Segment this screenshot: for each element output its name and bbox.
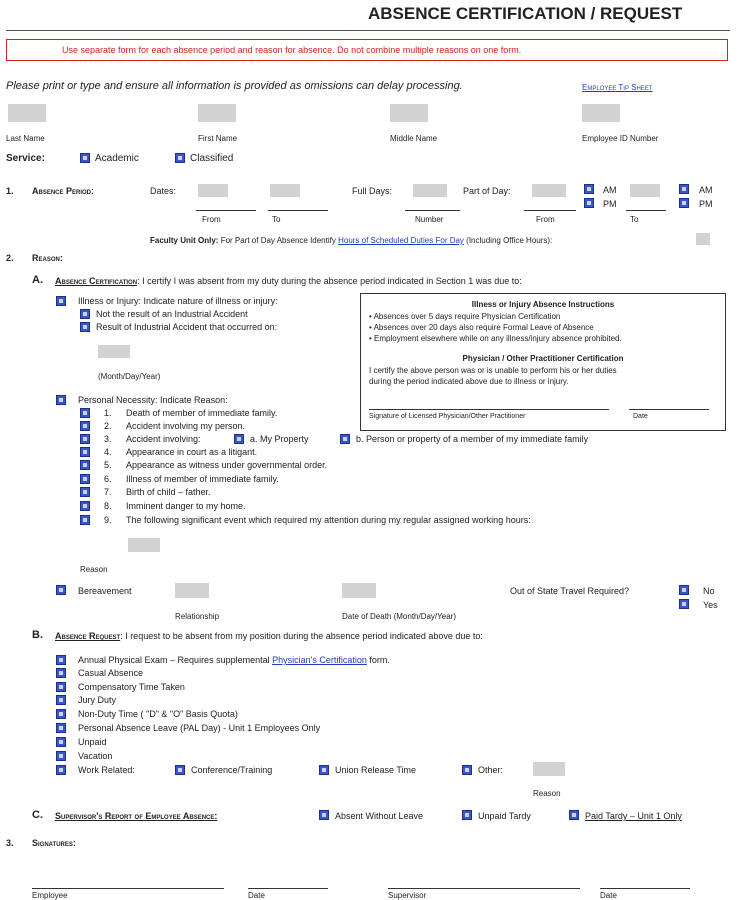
physician-date-line [629,409,709,410]
illness-instructions-box [360,293,726,431]
vacation-checkbox[interactable] [56,751,66,761]
date-of-death-label: Date of Death (Month/Day/Year) [342,612,456,621]
illness-label: Illness or Injury: Indicate nature of illness or injury: [78,296,278,306]
full-days-field[interactable] [413,184,447,197]
reason-9-checkbox[interactable] [80,515,90,525]
personal-necessity-label: Personal Necessity: Indicate Reason: [78,395,228,405]
box-bullet-1: • Absences over 5 days require Physician Certification [369,312,561,321]
box-cert-text-1: I certify the above person was or is unable to perform his or her duties [369,366,617,375]
accident-date-field[interactable] [98,345,130,358]
section2-number: 2. [6,253,14,263]
work-related-checkbox[interactable] [56,765,66,775]
casual-absence-label: Casual Absence [78,668,144,678]
academic-label: Academic [95,153,139,164]
reason-5-checkbox[interactable] [80,460,90,470]
jury-duty-checkbox[interactable] [56,695,66,705]
conference-checkbox[interactable] [175,765,185,775]
box-bullet-2: • Absences over 20 days also require Formal Leave of Absence [369,323,594,332]
reason-6-text: Illness of member of immediate family. [126,474,279,484]
pal-day-label: Personal Absence Leave (PAL Day) - Unit 1 Employees Only [78,723,321,733]
from-label: From [202,215,221,224]
non-duty-time-label: Non-Duty Time ( "D" & "O" Basis Quota) [78,709,238,719]
union-release-label: Union Release Time [335,765,417,775]
awol-checkbox[interactable] [319,810,329,820]
physician-signature-line [369,409,609,410]
other-reason-label: Reason [533,789,561,798]
section-b-text: : I request to be absent from my position during the absence period indicated above due to: [120,631,483,641]
employee-id-label: Employee ID Number [582,134,659,143]
illness-checkbox[interactable] [56,296,66,306]
other-checkbox[interactable] [462,765,472,775]
unpaid-tardy-label: Unpaid Tardy [478,811,531,821]
section3-number: 3. [6,838,14,848]
reason-2-text: Accident involving my person. [126,421,246,431]
employee-signature-line [32,888,224,889]
title-rule [6,30,730,31]
warning-box [6,39,728,61]
relationship-label: Relationship [175,612,220,621]
section-a-heading [55,276,522,286]
personal-necessity-checkbox[interactable] [56,395,66,405]
part-day-from-line [524,210,576,211]
annual-physical-checkbox[interactable] [56,655,66,665]
section2-title: Reason: [32,253,63,263]
bereavement-label: Bereavement [78,586,132,596]
vacation-label: Vacation [78,751,113,761]
employee-date-line [248,888,328,889]
union-release-checkbox[interactable] [319,765,329,775]
other-reason-field[interactable] [533,762,565,776]
from-date-line [196,210,256,211]
part-day-to-line [626,210,666,211]
date-of-death-field[interactable] [342,583,376,598]
reason-3-text: Accident involving: [126,434,201,444]
relationship-field[interactable] [175,583,209,598]
full-days-line [405,210,460,211]
first-name-field[interactable] [198,104,236,122]
annual-physical-label: Annual Physical Exam – Requires supplemental Physician's Certification form. [78,655,390,665]
supervisor-date-line [600,888,690,889]
to-am-label: AM [699,185,713,195]
box-cert-text-2: during the period indicated above due to illness or injury. [369,377,569,386]
reason-label: Reason [80,565,108,574]
out-of-state-yes-checkbox[interactable] [679,599,689,609]
not-industrial-label: Not the result of an Industrial Accident [96,309,248,319]
number-label: Number [415,215,444,224]
employee-id-field[interactable] [582,104,620,122]
section-c-title: Supervisor's Report of Employee Absence: [55,811,218,821]
section3-title: Signatures: [32,838,76,848]
other-label: Other: [478,765,504,775]
from-am-label: AM [603,185,617,195]
out-of-state-yes-label: Yes [703,600,718,610]
person-property-checkbox[interactable] [340,434,350,444]
part-day-to-field[interactable] [630,184,660,197]
my-property-label: a. My Property [250,434,309,444]
section-a-text: : I certify I was absent from my duty during the absence period indicated in Section 1 was due to: [137,276,522,286]
paid-tardy-label: Paid Tardy – Unit 1 Only [585,811,682,821]
to-date-field[interactable] [270,184,300,197]
physician-certification-link[interactable]: Physician's Certification [272,655,367,665]
academic-checkbox[interactable] [80,153,90,163]
out-of-state-no-label: No [703,586,715,596]
jury-duty-label: Jury Duty [78,695,117,705]
reason-4-text: Appearance in court as a litigant. [126,447,258,457]
casual-absence-checkbox[interactable] [56,668,66,678]
unpaid-label: Unpaid [78,737,107,747]
out-of-state-label: Out of State Travel Required? [510,586,630,596]
faculty-hours-field[interactable] [696,233,710,245]
page-title: ABSENCE CERTIFICATION / REQUEST [368,4,683,23]
supervisor-signature-label: Supervisor [388,891,427,900]
paid-tardy-checkbox[interactable] [569,810,579,820]
part-day-to-label: To [630,215,639,224]
classified-checkbox[interactable] [175,153,185,163]
employee-date-label: Date [248,891,265,900]
first-name-label: First Name [198,134,238,143]
reason-7-text: Birth of child – father. [126,487,211,497]
reason-3-number: 3. [104,434,112,444]
reason-9-number: 9. [104,515,112,525]
reason-4-number: 4. [104,447,112,457]
unpaid-checkbox[interactable] [56,737,66,747]
instructions-text: Please print or type and ensure all information is provided as omissions can delay processing. [6,80,463,92]
section-b-title: Absence Request [55,631,121,641]
section-a-title: Absence Certification [55,276,138,286]
section1-title: Absence Period: [32,186,95,196]
reason-5-number: 5. [104,460,112,470]
reason-8-checkbox[interactable] [80,501,90,511]
middle-name-label: Middle Name [390,134,438,143]
reason-1-number: 1. [104,408,112,418]
section1-number: 1. [6,186,14,196]
section-b-letter: B. [32,629,43,641]
reason-6-number: 6. [104,474,112,484]
significant-event-field[interactable] [128,538,160,552]
conference-label: Conference/Training [191,765,273,775]
unpaid-tardy-checkbox[interactable] [462,810,472,820]
reason-7-number: 7. [104,487,112,497]
not-industrial-checkbox[interactable] [80,309,90,319]
compensatory-time-label: Compensatory Time Taken [78,682,185,692]
awol-label: Absent Without Leave [335,811,424,821]
last-name-field[interactable] [8,104,46,122]
from-pm-checkbox[interactable] [584,198,594,208]
last-name-label: Last Name [6,134,45,143]
reason-1-checkbox[interactable] [80,408,90,418]
to-pm-label: PM [699,199,713,209]
section-c-letter: C. [32,809,43,821]
reason-1-text: Death of member of immediate family. [126,408,278,418]
box-bullet-3: • Employment elsewhere while on any illness/injury absence prohibited. [369,334,622,343]
from-date-field[interactable] [198,184,228,197]
to-date-line [268,210,328,211]
service-label: Service: [6,153,45,164]
reason-3-checkbox[interactable] [80,434,90,444]
reason-2-number: 2. [104,421,112,431]
physician-signature-label: Signature of Licensed Physician/Other Practitioner [369,413,526,420]
reason-8-number: 8. [104,501,112,511]
employee-signature-label: Employee [32,891,68,900]
section-a-letter: A. [32,274,43,286]
section-b-heading [55,631,483,641]
part-of-day-label: Part of Day: [463,186,511,196]
reason-9-text: The following significant event which required my attention during my regular assigned working hours: [126,515,531,525]
faculty-prefix: Faculty Unit Only: [150,236,219,245]
warning-text: Use separate form for each absence period and reason for absence. Do not combine multiple reasons on one form. [62,45,522,55]
industrial-checkbox[interactable] [80,322,90,332]
reason-4-checkbox[interactable] [80,447,90,457]
to-am-checkbox[interactable] [679,184,689,194]
mdy-label: (Month/Day/Year) [98,372,161,381]
supervisor-date-label: Date [600,891,617,900]
non-duty-time-checkbox[interactable] [56,709,66,719]
from-am-checkbox[interactable] [584,184,594,194]
reason-2-checkbox[interactable] [80,421,90,431]
middle-name-field[interactable] [390,104,428,122]
to-label: To [272,215,281,224]
compensatory-time-checkbox[interactable] [56,682,66,692]
part-day-from-field[interactable] [532,184,566,197]
out-of-state-no-checkbox[interactable] [679,585,689,595]
person-property-label: b. Person or property of a member of my immediate family [356,434,589,444]
my-property-checkbox[interactable] [234,434,244,444]
part-day-from-label: From [536,215,555,224]
classified-label: Classified [190,153,234,164]
physician-date-label: Date [633,413,648,420]
industrial-label: Result of Industrial Accident that occurred on: [96,322,278,332]
reason-7-checkbox[interactable] [80,487,90,497]
to-pm-checkbox[interactable] [679,198,689,208]
bereavement-checkbox[interactable] [56,585,66,595]
from-pm-label: PM [603,199,617,209]
box-title-instructions: Illness or Injury Absence Instructions [471,300,615,309]
faculty-unit-note [150,236,552,245]
reason-8-text: Imminent danger to my home. [126,501,246,511]
supervisor-signature-line [388,888,580,889]
full-days-label: Full Days: [352,186,393,196]
box-title-physician: Physician / Other Practitioner Certification [462,354,624,363]
dates-label: Dates: [150,186,177,196]
faculty-text: For Part of Day Absence Identify [220,236,336,245]
reason-5-text: Appearance as witness under governmental order. [126,460,328,470]
faculty-suffix: (Including Office Hours): [466,236,553,245]
reason-6-checkbox[interactable] [80,474,90,484]
scheduled-duties-link[interactable]: Hours of Scheduled Duties For Day [338,236,464,245]
pal-day-checkbox[interactable] [56,723,66,733]
employee-tip-sheet-link[interactable]: Employee Tip Sheet [582,83,653,92]
work-related-label: Work Related: [78,765,135,775]
